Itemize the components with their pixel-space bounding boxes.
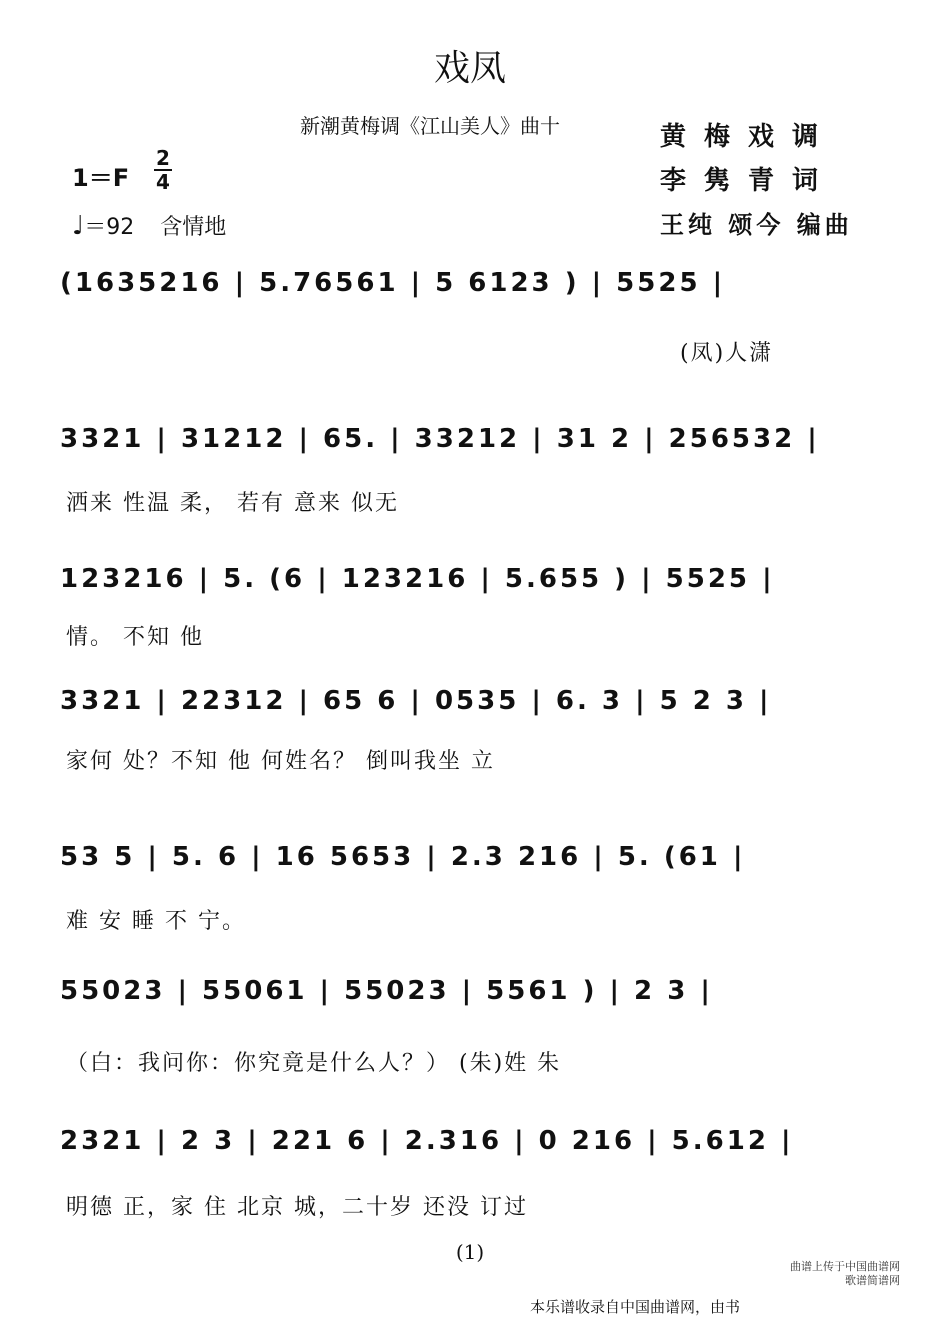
- staff-row-1: [60, 268, 870, 328]
- lyrics-row-6: （白：我问你：你究竟是什么人？） (朱)姓 朱: [66, 1051, 562, 1076]
- staff-row-3: [60, 564, 870, 624]
- staff-notes: (1635216 | 5.76561 | 5 6123 ) | 5525 |: [60, 268, 726, 298]
- staff-row-4: [60, 686, 870, 746]
- staff-notes: 123216 | 5. (6 | 123216 | 5.655 ) | 5525 |: [60, 564, 775, 594]
- lyrics-row-7: 明德 正，家 住 北京 城，二十岁 还没 订过: [66, 1195, 528, 1220]
- credit-lyrics: 李隽青词: [660, 166, 837, 196]
- lyrics-row-5: 难 安 睡 不 宁。: [66, 909, 246, 934]
- quarter-note-icon: ♩: [72, 211, 85, 241]
- watermark-line-2: 歌谱简谱网: [845, 1274, 900, 1287]
- tempo-value: ＝92: [84, 215, 135, 240]
- page-number: (1): [455, 1240, 485, 1264]
- staff-notes: 3321 | 31212 | 65. | 33212 | 31 2 | 256532 |: [60, 424, 820, 454]
- score-subtitle: 新潮黄梅调《江山美人》曲十: [300, 114, 560, 138]
- watermark: [790, 1260, 900, 1288]
- lyrics-row-1: (凤)人潇: [680, 341, 774, 366]
- staff-row-5: [60, 842, 870, 902]
- tempo-marking: [72, 210, 226, 241]
- lyrics-row-2: 洒来 性温 柔， 若有 意来 似无: [66, 491, 399, 516]
- credits: [660, 115, 853, 247]
- lyrics-row-3: 情。 不知 他: [66, 625, 204, 650]
- staff-notes: 3321 | 22312 | 65 6 | 0535 | 6. 3 | 5 2 3 |: [60, 686, 772, 716]
- staff-notes: 55023 | 55061 | 55023 | 5561 ) | 2 3 |: [60, 976, 713, 1006]
- key-signature: 1＝F: [72, 164, 130, 192]
- credit-arranger: 王纯 颂今 编曲: [660, 210, 853, 239]
- time-top: 2: [156, 146, 170, 170]
- staff-row-6: [60, 976, 870, 1036]
- credit-music: 黄梅戏调: [660, 122, 837, 152]
- time-bottom: 4: [156, 170, 170, 194]
- lyrics-row-4: 家何 处？不知 他 何姓名？ 倒叫我坐 立: [66, 749, 495, 774]
- footer-note: 本乐谱收录自中国曲谱网，由书: [530, 1298, 741, 1316]
- time-signature: [154, 147, 172, 193]
- watermark-line-1: 曲谱上传于中国曲谱网: [790, 1260, 900, 1273]
- staff-notes: 53 5 | 5. 6 | 16 5653 | 2.3 216 | 5. (61 |: [60, 842, 746, 872]
- staff-row-7: [60, 1126, 870, 1186]
- staff-notes: 2321 | 2 3 | 221 6 | 2.316 | 0 216 | 5.612 |: [60, 1126, 794, 1156]
- tempo-expression: 含情地: [160, 215, 227, 240]
- staff-row-2: [60, 424, 870, 484]
- score-title: 戏凤: [433, 48, 506, 89]
